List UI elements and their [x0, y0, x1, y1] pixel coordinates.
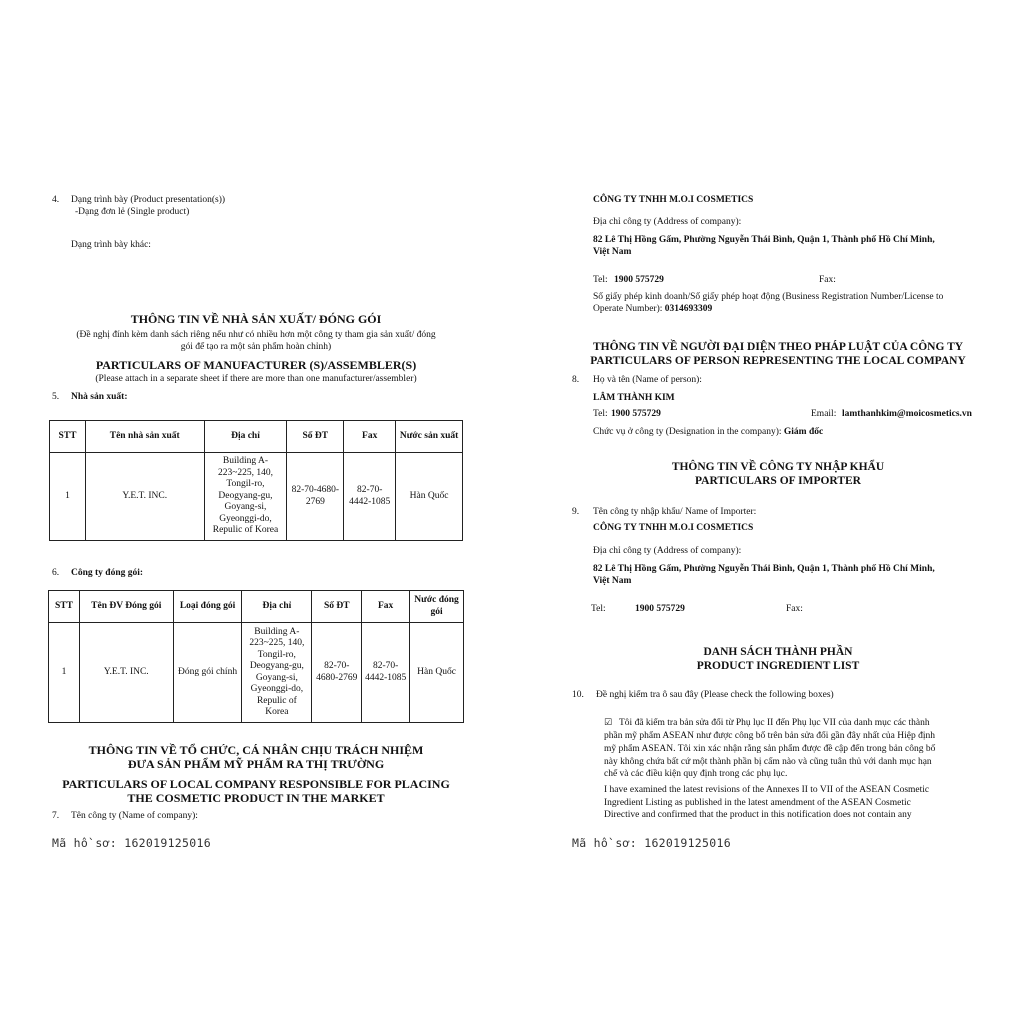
representative-title-vn: THÔNG TIN VỀ NGƯỜI ĐẠI DIỆN THEO PHÁP LUẬT CỦA CÔNG TY	[592, 341, 964, 353]
item7-label: Tên công ty (Name of company):	[71, 811, 198, 821]
col-header: Nước sản xuất	[396, 421, 463, 453]
item9-number: 9.	[572, 507, 580, 517]
right-page	[512, 0, 1024, 1024]
manufacturer-country: Hàn Quốc	[396, 453, 463, 541]
item9-label: Tên công ty nhập khẩu/ Name of Importer:	[593, 507, 757, 517]
item8-number: 8.	[572, 375, 580, 385]
designation-value: Giám đốc	[783, 427, 824, 437]
packer-fax: 82-70-4442-1085	[362, 623, 410, 723]
importer-address-label: Địa chỉ công ty (Address of company):	[593, 546, 742, 556]
local-company-title-vn-1: THÔNG TIN VỀ TỔ CHỨC, CÁ NHÂN CHỊU TRÁCH NHIỆM	[88, 743, 424, 757]
packer-country: Hàn Quốc	[410, 623, 464, 723]
col-header: Loại đóng gói	[173, 591, 242, 623]
declaration-en-line1: I have examined the latest revisions of the Annexes II to VII of the ASEAN Cosmetic	[604, 785, 930, 795]
col-header: Số ĐT	[312, 591, 362, 623]
company-tel-label: Tel:	[593, 275, 608, 285]
table-row	[50, 453, 463, 541]
importer-address-line1: 82 Lê Thị Hồng Gấm, Phường Nguyễn Thái Bình, Quận 1, Thành phố Hồ Chí Minh,	[593, 564, 935, 574]
declaration-en-line3: Directive and confirmed that the product in this notification does not contain any	[604, 810, 912, 820]
item10-number: 10.	[572, 690, 584, 700]
local-company-title-en-1: PARTICULARS OF LOCAL COMPANY RESPONSIBLE FOR PLACING	[62, 777, 450, 791]
col-header: STT	[49, 591, 80, 623]
table-row	[49, 623, 464, 723]
importer-title-en: PARTICULARS OF IMPORTER	[695, 475, 861, 487]
manufacturer-note-en: (Please attach in a separate sheet if there are more than one manufacturer/assembler)	[95, 374, 417, 384]
representative-tel-label: Tel:	[593, 409, 608, 419]
check-box[interactable]: ☑	[604, 718, 613, 728]
item5-label: Nhà sản xuất:	[71, 392, 128, 402]
item4-label: Dạng trình bày (Product presentation(s))	[71, 195, 226, 205]
manufacturer-title-vn: THÔNG TIN VỀ NHÀ SẢN XUẤT/ ĐÓNG GÓI	[130, 312, 382, 326]
packer-table-header	[49, 591, 464, 623]
company-tel: 1900 575729	[614, 275, 664, 285]
company-license-number: 0314693309	[664, 304, 713, 314]
ingredient-title-vn: DANH SÁCH THÀNH PHẦN	[703, 646, 853, 658]
company-address-line2: Việt Nam	[593, 247, 632, 257]
importer-tel-label: Tel:	[591, 604, 606, 614]
manufacturer-note-vn-2: gói để tạo ra một sản phẩm hoàn chỉnh)	[180, 342, 332, 352]
importer-fax-label: Fax:	[786, 604, 803, 614]
item6-label: Công ty đóng gói:	[71, 568, 144, 578]
item10-label: Đề nghị kiểm tra ô sau đây (Please check the following boxes)	[596, 690, 834, 700]
manufacturer-note-vn-1: (Đề nghị đính kèm danh sách riêng nếu như có nhiều hơn một công ty tham gia sản xuất/ đóng	[76, 330, 436, 340]
row-stt: 1	[49, 623, 80, 723]
file-code-footer: Mã hồ sơ: 162019125016	[572, 836, 731, 850]
item8-label: Họ và tên (Name of person):	[593, 375, 702, 385]
packer-phone: 82-70-4680-2769	[312, 623, 362, 723]
declaration-vn-line1: Tôi đã kiểm tra bản sửa đổi từ Phụ lục II đến Phụ lục VII của danh mục các thành	[619, 718, 930, 728]
company-license-line1: Số giấy phép kinh doanh/Số giấy phép hoạt động (Business Registration Number/License to	[593, 292, 944, 302]
col-header: Nước đóng gói	[410, 591, 464, 623]
declaration-vn-line4: này không chứa bất cứ một thành phần bị cấm nào và cũng tuân thủ với danh mục hạn	[604, 757, 932, 767]
declaration-vn-line3: mỹ phẩm ASEAN. Tôi xin xác nhận rằng sản phẩm được đề cập đến trong bản công bố	[604, 744, 936, 754]
item4-other: Dạng trình bày khác:	[71, 240, 151, 250]
manufacturer-phone: 82-70-4680-2769	[287, 453, 344, 541]
representative-name: LÂM THÀNH KIM	[593, 393, 675, 403]
file-code-footer: Mã hồ sơ: 162019125016	[52, 836, 211, 850]
item4-number: 4.	[52, 195, 60, 205]
manufacturer-title-en: PARTICULARS OF MANUFACTURER (S)/ASSEMBLER(S)	[95, 358, 417, 372]
company-name: CÔNG TY TNHH M.O.I COSMETICS	[593, 195, 754, 205]
col-header: Số ĐT	[287, 421, 344, 453]
ingredient-title-en: PRODUCT INGREDIENT LIST	[696, 660, 860, 672]
item6-number: 6.	[52, 568, 60, 578]
designation-label: Chức vụ ở công ty (Designation in the company):	[593, 427, 782, 437]
packer-address: Building A-223~225, 140, Tongil-ro, Deogyang-gu, Goyang-si, Gyeonggi-do, Repulic of Korea	[242, 623, 312, 723]
packer-table	[48, 590, 464, 723]
item5-number: 5.	[52, 392, 60, 402]
manufacturer-address: Building A-223~225, 140, Tongil-ro, Deogyang-gu, Goyang-si, Gyeonggi-do, Repulic of Korea	[204, 453, 287, 541]
company-address-label: Địa chỉ công ty (Address of company):	[593, 217, 742, 227]
col-header: Địa chỉ	[204, 421, 287, 453]
manufacturer-table	[49, 420, 463, 541]
packer-name: Y.E.T. INC.	[79, 623, 173, 723]
company-license-prefix: Operate Number):	[593, 304, 663, 314]
manufacturer-fax: 82-70-4442-1085	[344, 453, 396, 541]
importer-tel: 1900 575729	[635, 604, 685, 614]
col-header: Địa chỉ	[242, 591, 312, 623]
representative-tel: 1900 575729	[611, 409, 661, 419]
representative-designation	[593, 426, 823, 438]
importer-title-vn: THÔNG TIN VỀ CÔNG TY NHẬP KHẨU	[671, 461, 885, 473]
packer-type: Đóng gói chính	[173, 623, 242, 723]
item4-single: -Dạng đơn lẻ (Single product)	[75, 207, 190, 217]
importer-name: CÔNG TY TNHH M.O.I COSMETICS	[593, 523, 754, 533]
manufacturer-name: Y.E.T. INC.	[85, 453, 204, 541]
item7-number: 7.	[52, 811, 60, 821]
col-header: Tên ĐV Đóng gói	[79, 591, 173, 623]
declaration-vn-line5: chế và các điều kiện quy định trong các phụ lục.	[604, 769, 788, 779]
representative-title-en: PARTICULARS OF PERSON REPRESENTING THE LOCAL COMPANY	[590, 355, 966, 367]
company-license-line2	[593, 303, 712, 315]
col-header: Fax	[344, 421, 396, 453]
col-header: Tên nhà sản xuất	[85, 421, 204, 453]
declaration-vn-line2: phần mỹ phẩm ASEAN như được công bố trên bản sửa đổi gần đây nhất của Hiệp định	[604, 731, 936, 741]
local-company-title-en-2: THE COSMETIC PRODUCT IN THE MARKET	[127, 791, 385, 805]
representative-email: lamthanhkim@moicosmetics.vn	[842, 409, 972, 419]
col-header: Fax	[362, 591, 410, 623]
manufacturer-table-header	[50, 421, 463, 453]
row-stt: 1	[50, 453, 86, 541]
company-address-line1: 82 Lê Thị Hồng Gấm, Phường Nguyễn Thái Bình, Quận 1, Thành phố Hồ Chí Minh,	[593, 235, 935, 245]
company-fax-label: Fax:	[819, 275, 836, 285]
local-company-title-vn-2: ĐƯA SẢN PHẨM MỸ PHẨM RA THỊ TRƯỜNG	[127, 757, 385, 771]
col-header: STT	[50, 421, 86, 453]
declaration-en-line2: Ingredient Listing as published in the latest amendment of the ASEAN Cosmetic	[604, 798, 911, 808]
representative-email-label: Email:	[811, 409, 837, 419]
importer-address-line2: Việt Nam	[593, 576, 632, 586]
